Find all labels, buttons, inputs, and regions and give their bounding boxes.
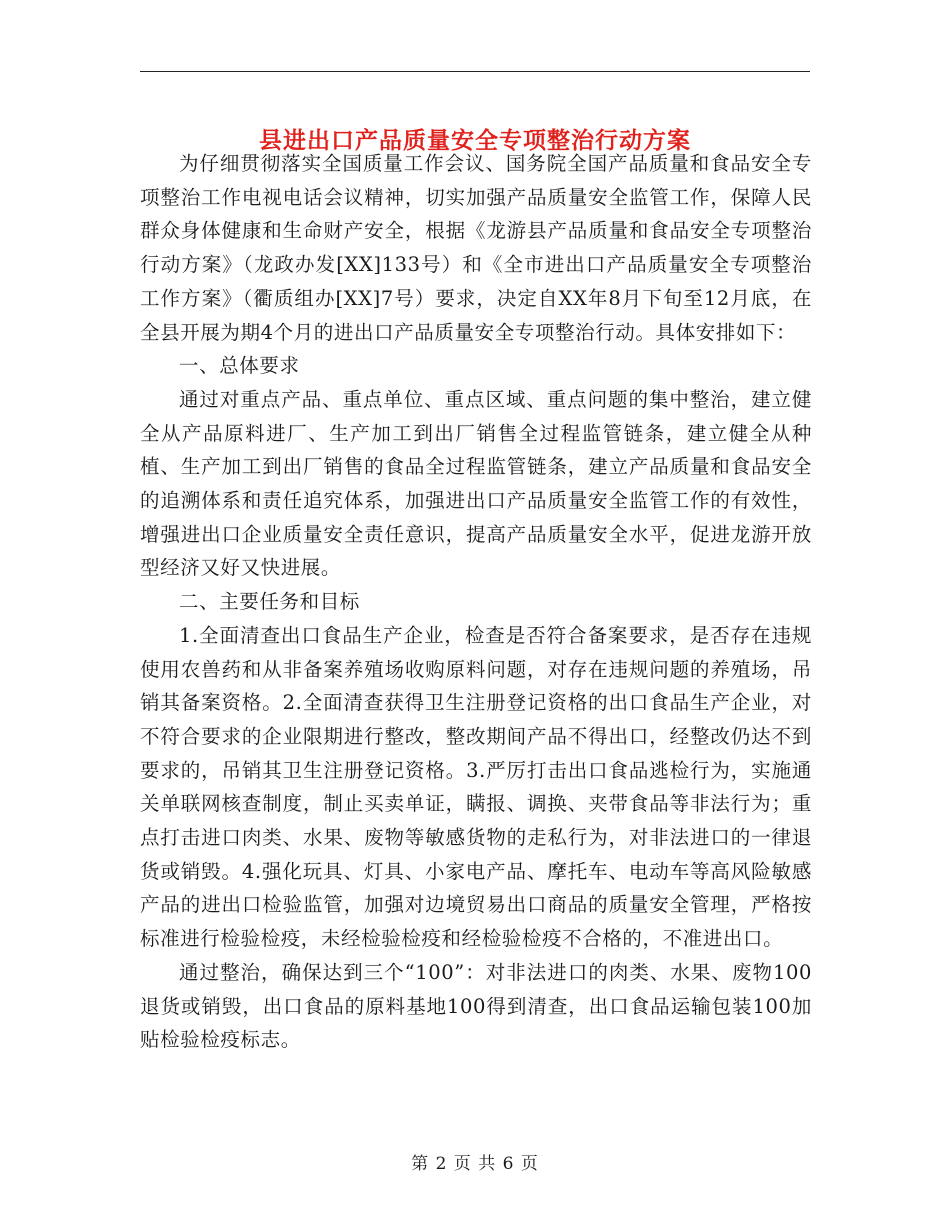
section-heading-tasks: 二、主要任务和目标 (179, 590, 360, 614)
section-heading-general: 一、总体要求 (179, 354, 300, 378)
section-paragraph-tasks: 1.全面清查出口食品生产企业，检查是否符合备案要求，是否存在违规使用农兽药和从非备案养殖场收购原料问题，对存在违规问题的养殖场，吊销其备案资格。2.全面清查获得卫生注册登记资格的出口食品生产企业，对不符合要求的企业限期进行整改，整改期间产品不得出口，经整改仍达不到要求的，吊销其卫生注册登记资格。3.严厉打击出口食品逃检行为，实施通关单联网核查制度，制止买卖单证，瞒报、调换、夹带食品等非法行为；重点打击进口肉类、水果、废物等敏感货物的走私行为，对非法进口的一律退货或销毁。4.强化玩具、灯具、小家电产品、摩托车、电动车等高风险敏感产品的进出口检验监管，加强对边境贸易出口商品的质量安全管理，严格按标准进行检验检疫，未经检验检疫和经检验检疫不合格的，不准进出口。 (140, 623, 812, 951)
intro-paragraph: 为仔细贯彻落实全国质量工作会议、国务院全国产品质量和食品安全专项整治工作电视电话会议精神，切实加强产品质量安全监管工作，保障人民群众身体健康和生命财产安全，根据《龙游县产品质量和食品安全专项整治行动方案》（龙政办发[XX]133号）和《全市进出口产品质量安全专项整治工作方案》（衢质组办[XX]7号）要求，决定自XX年8月下旬至12月底，在全县开展为期4个月的进出口产品质量安全专项整治行动。具体安排如下： (140, 152, 812, 344)
header-rule (140, 71, 810, 72)
document-body (140, 147, 812, 1057)
section-paragraph-general: 通过对重点产品、重点单位、重点区域、重点问题的集中整治，建立健全从产品原料进厂、生产加工到出厂销售全过程监管链条，建立健全从种植、生产加工到出厂销售的食品全过程监管链条，建立产品质量和食品安全的追溯体系和责任追究体系，加强进出口产品质量安全监管工作的有效性，增强进出口企业质量安全责任意识，提高产品质量安全水平，促进龙游开放型经济又好又快进展。 (140, 387, 812, 580)
page-number: 第 2 页 共 6 页 (411, 1154, 539, 1174)
section-paragraph-goal: 通过整治，确保达到三个“100”：对非法进口的肉类、水果、废物100退货或销毁，出口食品的原料基地100得到清查，出口食品运输包装100加贴检验检疫标志。 (140, 960, 812, 1052)
document-title: 县进出口产品质量安全专项整治行动方案 (259, 127, 691, 155)
